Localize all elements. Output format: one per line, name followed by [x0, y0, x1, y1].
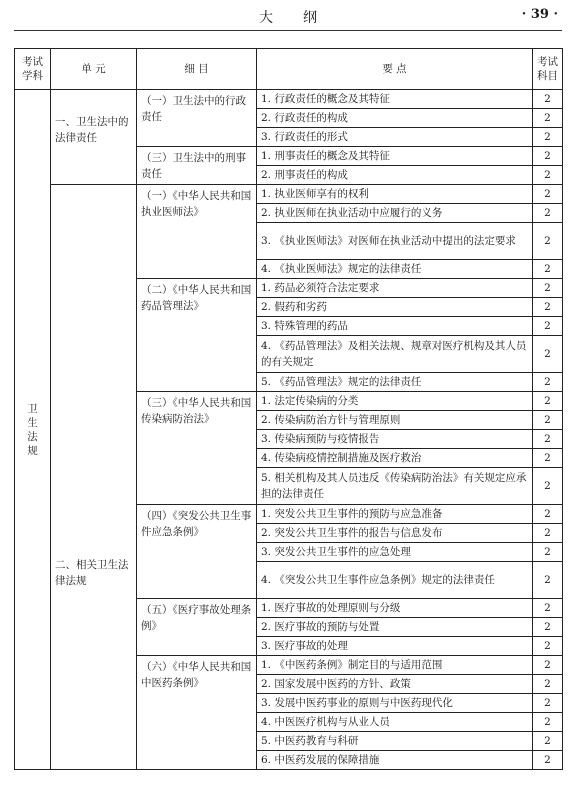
- point-cell: 4. 《突发公共卫生事件应急条例》规定的法律责任: [257, 562, 533, 599]
- level-cell: 2: [533, 543, 563, 562]
- point-cell: 5. 《药品管理法》规定的法律责任: [257, 373, 533, 392]
- point-cell: 4. 《执业医师法》规定的法律责任: [257, 260, 533, 279]
- point-cell: 1. 《中医药条例》制定目的与适用范围: [257, 656, 533, 675]
- point-cell: 2. 传染病防治方针与管理原则: [257, 411, 533, 430]
- point-cell: 4. 《药品管理法》及相关法规、规章对医疗机构及其人员的有关规定: [257, 336, 533, 373]
- point-cell: 3. 传染病预防与疫情报告: [257, 430, 533, 449]
- point-cell: 5. 中医药教育与科研: [257, 732, 533, 751]
- point-cell: 2. 执业医师在执业活动中应履行的义务: [257, 204, 533, 223]
- point-cell: 2. 突发公共卫生事件的报告与信息发布: [257, 524, 533, 543]
- level-cell: 2: [533, 147, 563, 166]
- table-header-row: [15, 49, 563, 90]
- item-cell: （一）卫生法中的行政责任: [137, 90, 257, 147]
- level-cell: 2: [533, 618, 563, 637]
- level-cell: 2: [533, 430, 563, 449]
- point-cell: 1. 药品必须符合法定要求: [257, 279, 533, 298]
- point-cell: 5. 相关机构及其人员违反《传染病防治法》有关规定应承担的法律责任: [257, 468, 533, 505]
- point-cell: 1. 法定传染病的分类: [257, 392, 533, 411]
- level-cell: 2: [533, 599, 563, 618]
- level-cell: 2: [533, 449, 563, 468]
- level-cell: 2: [533, 204, 563, 223]
- item-cell: （一）《中华人民共和国执业医师法》: [137, 185, 257, 279]
- level-cell: 2: [533, 411, 563, 430]
- syllabus-table: [14, 48, 563, 770]
- item-cell: （三）卫生法中的刑事责任: [137, 147, 257, 185]
- point-cell: 6. 中医药发展的保障措施: [257, 751, 533, 770]
- point-cell: 2. 行政责任的构成: [257, 109, 533, 128]
- point-cell: 4. 传染病疫情控制措施及医疗救治: [257, 449, 533, 468]
- point-cell: 4. 中医医疗机构与从业人员: [257, 713, 533, 732]
- level-cell: 2: [533, 694, 563, 713]
- point-cell: 3. 特殊管理的药品: [257, 317, 533, 336]
- page-number: · 39 ·: [521, 7, 558, 22]
- col-item-header: 细 目: [137, 49, 257, 90]
- level-cell: 2: [533, 128, 563, 147]
- point-cell: 3. 《执业医师法》对医师在执业活动中提出的法定要求: [257, 223, 533, 260]
- col-point-header: 要 点: [257, 49, 533, 90]
- level-cell: 2: [533, 656, 563, 675]
- item-cell: （五）《医疗事故处理条例》: [137, 599, 257, 656]
- unit-cell: 二、相关卫生法律法规: [51, 185, 137, 770]
- table-row: [15, 185, 563, 204]
- level-cell: 2: [533, 109, 563, 128]
- level-cell: 2: [533, 317, 563, 336]
- table-row: [15, 90, 563, 109]
- point-cell: 2. 刑事责任的构成: [257, 166, 533, 185]
- running-title: 大纲: [259, 10, 347, 26]
- unit-cell: 一、卫生法中的法律责任: [51, 90, 137, 185]
- level-cell: 2: [533, 713, 563, 732]
- level-cell: 2: [533, 90, 563, 109]
- level-cell: 2: [533, 637, 563, 656]
- point-cell: 2. 医疗事故的预防与处置: [257, 618, 533, 637]
- table-body: [15, 90, 563, 770]
- level-cell: 2: [533, 392, 563, 411]
- level-cell: 2: [533, 373, 563, 392]
- point-cell: 3. 突发公共卫生事件的应急处理: [257, 543, 533, 562]
- point-cell: 2. 假药和劣药: [257, 298, 533, 317]
- level-cell: 2: [533, 223, 563, 260]
- level-cell: 2: [533, 751, 563, 770]
- level-cell: 2: [533, 166, 563, 185]
- level-cell: 2: [533, 562, 563, 599]
- level-cell: 2: [533, 468, 563, 505]
- point-cell: 3. 行政责任的形式: [257, 128, 533, 147]
- point-cell: 1. 行政责任的概念及其特征: [257, 90, 533, 109]
- level-cell: 2: [533, 675, 563, 694]
- point-cell: 1. 突发公共卫生事件的预防与应急准备: [257, 505, 533, 524]
- col-unit-header: 单 元: [51, 49, 137, 90]
- level-cell: 2: [533, 260, 563, 279]
- level-cell: 2: [533, 524, 563, 543]
- subject-cell: 卫生法规: [15, 90, 51, 770]
- point-cell: 2. 国家发展中医药的方针、政策: [257, 675, 533, 694]
- point-cell: 1. 刑事责任的概念及其特征: [257, 147, 533, 166]
- level-cell: 2: [533, 185, 563, 204]
- level-cell: 2: [533, 298, 563, 317]
- level-cell: 2: [533, 279, 563, 298]
- point-cell: 1. 医疗事故的处理原则与分级: [257, 599, 533, 618]
- col-subject-header: 考试 学科: [15, 49, 51, 90]
- point-cell: 3. 发展中医药事业的原则与中医药现代化: [257, 694, 533, 713]
- level-cell: 2: [533, 336, 563, 373]
- item-cell: （四）《突发公共卫生事件应急条例》: [137, 505, 257, 599]
- level-cell: 2: [533, 505, 563, 524]
- item-cell: （二）《中华人民共和国药品管理法》: [137, 279, 257, 392]
- level-cell: 2: [533, 732, 563, 751]
- point-cell: 3. 医疗事故的处理: [257, 637, 533, 656]
- item-cell: （三）《中华人民共和国传染病防治法》: [137, 392, 257, 505]
- col-level-header: 考试 科目: [533, 49, 563, 90]
- point-cell: 1. 执业医师享有的权利: [257, 185, 533, 204]
- page-header: [14, 0, 562, 31]
- item-cell: （六）《中华人民共和国中医药条例》: [137, 656, 257, 770]
